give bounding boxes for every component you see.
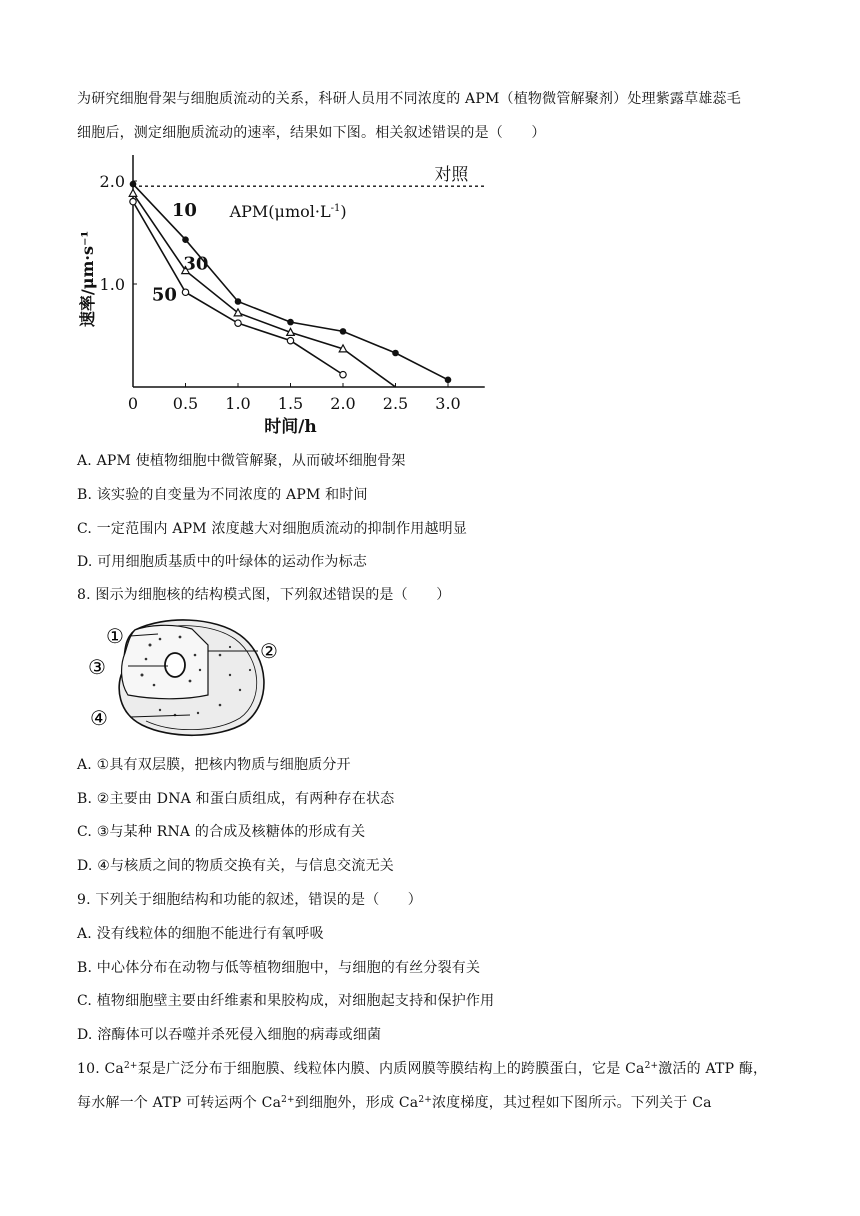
q9-option-b: B. 中心体分布在动物与低等植物细胞中，与细胞的有丝分裂有关: [77, 960, 481, 976]
point-50: [340, 371, 346, 377]
q8-option-c: C. ③与某种 RNA 的合成及核糖体的形成有关: [77, 824, 366, 840]
label-1: ①: [106, 624, 124, 648]
q9-option-d: D. 溶酶体可以吞噬并杀死侵入细胞的病毒或细菌: [77, 1027, 382, 1043]
x-tick-label: 3.0: [435, 394, 461, 413]
q7-option-c: C. 一定范围内 APM 浓度越大对细胞质流动的抑制作用越明显: [77, 521, 468, 537]
q9-stem: 9. 下列关于细胞结构和功能的叙述，错误的是（ ）: [77, 892, 423, 908]
label-3: ③: [88, 655, 106, 679]
point-10: [182, 236, 189, 243]
x-tick-label: 1.5: [277, 394, 304, 413]
series-name-label: 10: [171, 200, 197, 222]
q7-option-d: D. 可用细胞质基质中的叶绿体的运动作为标志: [77, 554, 368, 570]
legend-title: $APM(\mu mol\cdot L^{-1})$: [229, 202, 347, 222]
q10-stem-line1: 10. $Ca^{2+}$泵是广泛分布于细胞膜、线粒体内膜、内质网膜等膜结构上的跨膜蛋白，它是 $Ca^{2+}$激活的 ATP 酶，: [77, 1061, 768, 1077]
point-10: [445, 376, 452, 383]
point-50: [287, 337, 293, 343]
q8-option-d: D. ④与核质之间的物质交换有关，与信息交流无关: [77, 858, 394, 874]
point-50: [182, 289, 188, 295]
q7-option-b: B. 该实验的自变量为不同浓度的 APM 和时间: [77, 487, 368, 503]
q10-stem-line2: 每水解一个 ATP 可转运两个 $Ca^{2+}$到细胞外，形成 $Ca^{2+}$浓度梯度，其过程如下图所示。下列关于 Ca: [77, 1095, 712, 1111]
q8-option-a: A. ①具有双层膜，把核内物质与细胞质分开: [77, 757, 351, 773]
point-10: [340, 328, 347, 335]
y-tick-label: 1.0: [99, 275, 125, 294]
q8-option-b: B. ②主要由 DNA 和蛋白质组成，有两种存在状态: [77, 791, 395, 807]
y-axis-title: 速率/μm·s⁻¹: [78, 230, 97, 328]
label-4: ④: [90, 706, 108, 730]
point-10: [287, 319, 294, 326]
apm-line-chart: [75, 150, 495, 435]
point-30: [129, 189, 137, 196]
x-tick-label: 2.5: [382, 394, 409, 413]
point-50: [130, 198, 136, 204]
q7-stem-line2: 细胞后，测定细胞质流动的速率，结果如下图。相关叙述错误的是（ ）: [77, 125, 546, 141]
q8-stem: 8. 图示为细胞核的结构模式图，下列叙述错误的是（ ）: [77, 587, 451, 603]
point-10: [130, 181, 137, 188]
point-10: [392, 350, 399, 357]
nucleolus-shape: [165, 653, 185, 677]
x-axis-title: 时间/h: [264, 417, 317, 435]
q7-option-a: A. APM 使植物细胞中微管解聚，从而破坏细胞骨架: [77, 453, 406, 469]
point-10: [235, 298, 242, 305]
control-label: 对照: [434, 165, 469, 186]
series-name-label: 50: [151, 284, 177, 306]
x-tick-label: 2.0: [330, 394, 356, 413]
x-tick-label: 1.0: [225, 394, 251, 413]
x-tick-label: 0: [127, 394, 139, 413]
q9-option-c: C. 植物细胞壁主要由纤维素和果胶构成，对细胞起支持和保护作用: [77, 993, 495, 1009]
nucleus-diagram: [80, 615, 300, 740]
point-50: [235, 320, 241, 326]
y-tick-label: 2.0: [99, 172, 125, 191]
label-2: ②: [260, 639, 278, 663]
series-name-label: 30: [183, 253, 209, 275]
q7-stem-line1: 为研究细胞骨架与细胞质流动的关系，科研人员用不同浓度的 APM（植物微管解聚剂）处理紫露草雄蕊毛: [77, 91, 741, 107]
q9-option-a: A. 没有线粒体的细胞不能进行有氧呼吸: [77, 926, 324, 942]
x-tick-label: 0.5: [172, 394, 199, 413]
